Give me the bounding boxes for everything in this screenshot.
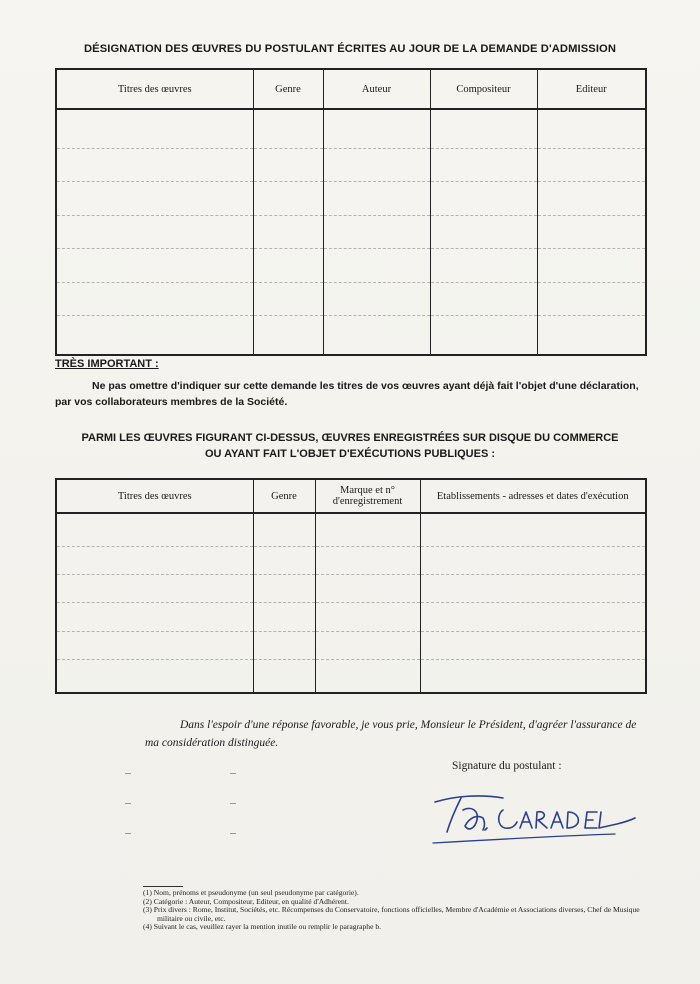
works-cell[interactable] [56,249,253,283]
recordings-cell[interactable] [420,603,646,631]
works-cell[interactable] [253,148,323,182]
footnote-3: (3) Prix divers : Rome, Institut, Sociétés, etc. Récompenses du Conservatoire, fonctions officielles, Membre d'Académie et Associations diverses, Chef de Musique militaire ou civile, etc. [143,905,640,923]
recordings-table [55,478,647,694]
works-row [56,316,646,355]
footnote-separator [143,886,183,887]
works-cell[interactable] [537,282,646,316]
recordings-cell[interactable] [253,631,315,659]
recordings-row [56,603,646,631]
recordings-cell[interactable] [420,660,646,693]
recordings-cell[interactable] [420,575,646,603]
works-cell[interactable] [430,282,537,316]
recordings-cell[interactable] [253,513,315,546]
works-cell[interactable] [253,249,323,283]
works-cell[interactable] [56,316,253,355]
recordings-cell[interactable] [253,660,315,693]
works-col-publisher: Editeur [537,69,646,109]
recordings-cell[interactable] [315,575,420,603]
recordings-cell[interactable] [253,603,315,631]
works-cell[interactable] [537,182,646,216]
footnote-2: (2) Catégorie : Auteur, Compositeur, Editeur, en qualité d'Adhérent. [143,896,349,906]
works-col-composer: Compositeur [430,69,537,109]
works-cell[interactable] [537,148,646,182]
recordings-cell[interactable] [315,631,420,659]
signature-label: Signature du postulant : [452,760,562,772]
works-row [56,215,646,249]
works-cell[interactable] [323,215,430,249]
margin-dash [125,773,131,774]
recordings-cell[interactable] [253,546,315,574]
recordings-cell[interactable] [420,513,646,546]
margin-dash [230,833,236,834]
works-cell[interactable] [430,182,537,216]
works-row [56,148,646,182]
recordings-cell[interactable] [56,575,253,603]
footnote-1: (1) Nom, prénoms et pseudonyme (un seul pseudonyme par catégorie). [143,888,359,897]
recordings-cell[interactable] [315,603,420,631]
works-cell[interactable] [430,148,537,182]
recordings-cell[interactable] [56,631,253,659]
recordings-col-genre: Genre [253,479,315,513]
recordings-cell[interactable] [420,546,646,574]
works-col-genre: Genre [253,69,323,109]
works-cell[interactable] [537,215,646,249]
section2-heading-line1: PARMI LES ŒUVRES FIGURANT CI-DESSUS, ŒUVRES ENREGISTRÉES SUR DISQUE DU COMMERCE [81,432,619,444]
recordings-col-venues-dates: Etablissements - adresses et dates d'exécution [420,479,646,513]
works-cell[interactable] [430,109,537,148]
recordings-row [56,546,646,574]
works-cell[interactable] [537,249,646,283]
works-row [56,109,646,148]
recordings-cell[interactable] [315,513,420,546]
works-cell[interactable] [253,316,323,355]
works-cell[interactable] [253,215,323,249]
closing-statement: Dans l'espoir d'une réponse favorable, je vous prie, Monsieur le Président, d'agréer l'assurance de ma considération distinguée. [145,719,637,749]
works-cell[interactable] [253,282,323,316]
works-col-titles: Titres des œuvres [56,69,253,109]
footnotes [143,889,653,932]
recordings-col-label-number: Marque et n° d'enregistrement [315,479,420,513]
works-row [56,282,646,316]
works-row [56,182,646,216]
works-cell[interactable] [56,215,253,249]
important-notice: Ne pas omettre d'indiquer sur cette demande les titres de vos œuvres ayant déjà fait l'objet d'une déclaration, par vos collaborateurs membres de la Société. [55,380,639,408]
recordings-row [56,660,646,693]
works-cell[interactable] [56,282,253,316]
works-cell[interactable] [537,109,646,148]
recordings-cell[interactable] [56,513,253,546]
works-col-author: Auteur [323,69,430,109]
section2-heading [60,430,640,462]
works-cell[interactable] [323,109,430,148]
margin-dash [230,773,236,774]
recordings-row [56,631,646,659]
margin-dash [125,833,131,834]
important-label: TRÈS IMPORTANT : [55,358,159,370]
recordings-cell[interactable] [420,631,646,659]
works-cell[interactable] [56,109,253,148]
works-cell[interactable] [323,182,430,216]
works-cell[interactable] [537,316,646,355]
works-cell[interactable] [323,249,430,283]
recordings-cell[interactable] [315,546,420,574]
works-cell[interactable] [253,109,323,148]
works-cell[interactable] [323,282,430,316]
margin-dash [230,803,236,804]
recordings-cell[interactable] [56,546,253,574]
works-cell[interactable] [323,316,430,355]
works-cell[interactable] [56,148,253,182]
recordings-cell[interactable] [56,603,253,631]
works-cell[interactable] [56,182,253,216]
footnote-4: (4) Suivant le cas, veuillez rayer la mention inutile ou remplir le paragraphe b. [143,922,382,932]
works-table [55,68,647,356]
recordings-row [56,575,646,603]
works-row [56,249,646,283]
works-cell[interactable] [430,249,537,283]
handwritten-signature [425,788,655,848]
works-cell[interactable] [430,215,537,249]
recordings-cell[interactable] [56,660,253,693]
works-cell[interactable] [323,148,430,182]
works-cell[interactable] [253,182,323,216]
works-cell[interactable] [430,316,537,355]
section2-heading-line2: OU AYANT FAIT L'OBJET D'EXÉCUTIONS PUBLIQUES : [204,448,496,460]
margin-dash [125,803,131,804]
recordings-cell[interactable] [315,660,420,693]
section1-heading: DÉSIGNATION DES ŒUVRES DU POSTULANT ÉCRITES AU JOUR DE LA DEMANDE D'ADMISSION [83,43,617,55]
recordings-cell[interactable] [253,575,315,603]
recordings-col-titles: Titres des œuvres [56,479,253,513]
recordings-row [56,513,646,546]
